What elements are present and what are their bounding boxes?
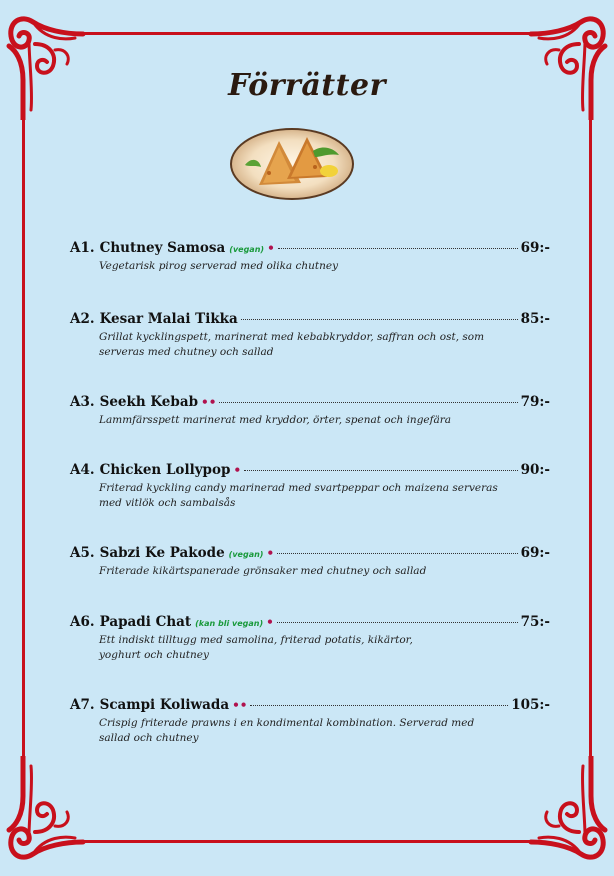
item-description: Lammfärsspett marinerat med kryddor, örter, spenat och ingefära <box>99 414 452 426</box>
item-name: Chutney Samosa <box>99 240 226 256</box>
dotted-leader <box>277 553 518 554</box>
item-description: Crispig friterade prawns i en kondimental kombination. Serverad med sallad och chutney <box>99 717 475 744</box>
item-code: A6. <box>70 614 95 630</box>
item-description: Grillat kycklingspett, marinerat med kebabkryddor, saffran och ost, som serveras med chutney och sallad <box>99 331 485 358</box>
dotted-leader <box>244 470 518 471</box>
item-price: 90:- <box>520 462 550 478</box>
item-description: Friterade kikärtspanerade grönsaker med chutney och sallad <box>99 565 427 577</box>
corner-ornament-bottom-left <box>5 756 100 866</box>
item-code: A2. <box>70 311 95 327</box>
item-code: A1. <box>70 240 95 256</box>
page-title: Förrätter <box>228 68 386 103</box>
item-code: A3. <box>70 394 95 410</box>
dotted-leader <box>277 622 518 623</box>
item-name: Sabzi Ke Pakode <box>99 545 225 561</box>
vegan-tag: (kan bli vegan) <box>195 619 264 628</box>
menu-item <box>70 240 550 274</box>
item-price: 79:- <box>520 394 550 410</box>
samosa-plate-image <box>229 127 355 201</box>
menu-item <box>70 697 550 746</box>
corner-ornament-bottom-right <box>514 756 609 866</box>
item-name: Scampi Koliwada <box>99 697 230 713</box>
item-price: 105:- <box>511 697 550 713</box>
border-left <box>22 120 25 760</box>
item-name: Chicken Lollypop <box>99 462 231 478</box>
item-price: 69:- <box>520 545 550 561</box>
vegan-tag: (vegan) <box>229 245 265 254</box>
item-price: 75:- <box>520 614 550 630</box>
spice-indicator: • <box>266 615 274 629</box>
menu-item <box>70 462 550 511</box>
vegan-tag: (vegan) <box>228 550 264 559</box>
item-name: Kesar Malai Tikka <box>99 311 238 327</box>
item-description: Vegetarisk pirog serverad med olika chutney <box>99 260 339 272</box>
corner-ornament-top-left <box>5 10 100 120</box>
item-price: 69:- <box>520 240 550 256</box>
spice-indicator: • <box>266 546 275 560</box>
spice-indicator: •• <box>201 395 217 409</box>
menu-item <box>70 545 550 579</box>
item-name: Seekh Kebab <box>99 394 199 410</box>
item-code: A7. <box>70 697 95 713</box>
dotted-leader <box>219 402 517 403</box>
corner-ornament-top-right <box>514 10 609 120</box>
item-description: Ett indiskt tilltugg med samolina, friterad potatis, kikärtor, yoghurt och chutney <box>99 634 413 661</box>
menu-item <box>70 614 550 663</box>
border-top <box>82 32 532 35</box>
item-code: A5. <box>70 545 95 561</box>
dotted-leader <box>241 319 518 320</box>
item-description: Friterad kyckling candy marinerad med svartpeppar och maizena serveras med vitlök och sambalsås <box>99 482 498 509</box>
spice-indicator: • <box>267 241 275 255</box>
spice-indicator: • <box>233 463 242 477</box>
border-right <box>589 120 592 760</box>
menu-item <box>70 394 550 428</box>
item-code: A4. <box>70 462 95 478</box>
item-name: Papadi Chat <box>99 614 192 630</box>
menu-item <box>70 311 550 360</box>
border-bottom <box>82 840 532 843</box>
spice-indicator: •• <box>232 698 248 712</box>
dotted-leader <box>278 248 518 249</box>
dotted-leader <box>250 705 508 706</box>
item-price: 85:- <box>520 311 550 327</box>
